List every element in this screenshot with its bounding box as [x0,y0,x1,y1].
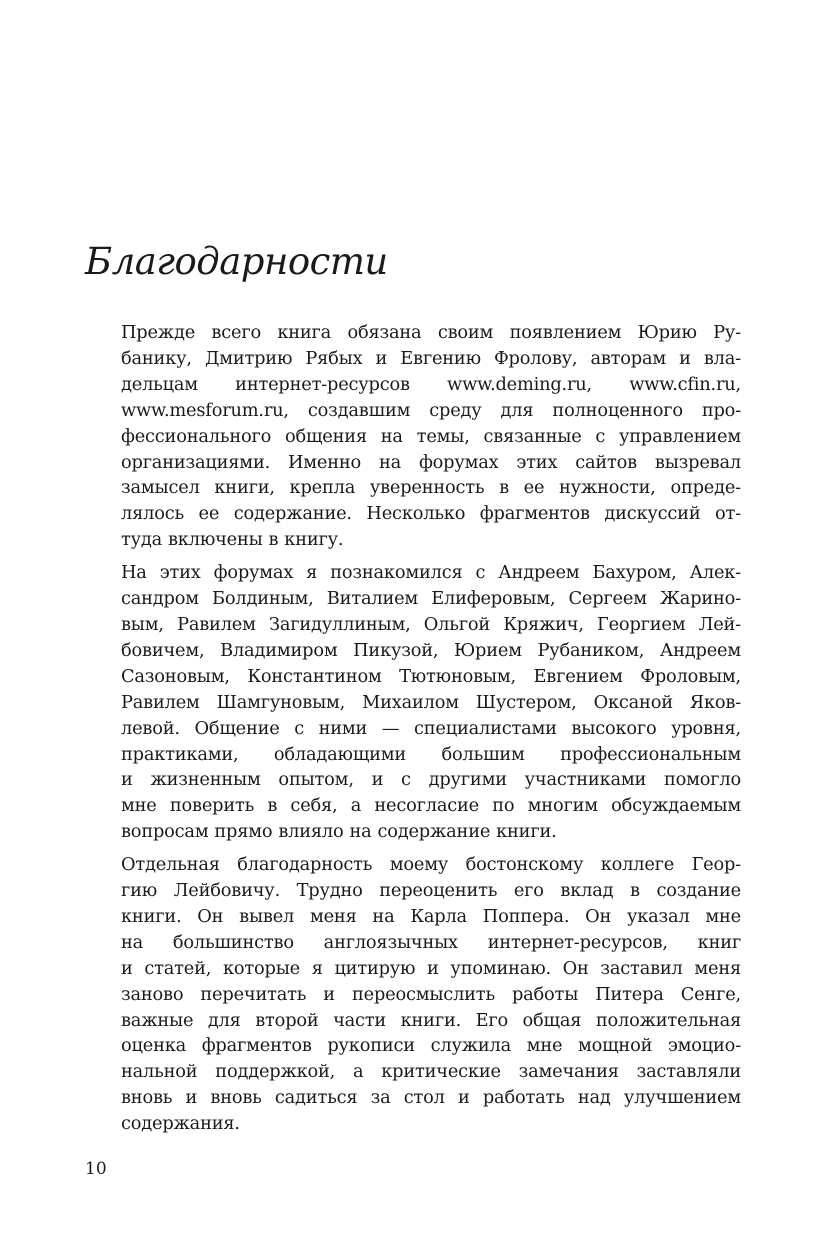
text-line: Равилем Шамгуновым, Михаилом Шустером, Оксаной Яков- [121,691,741,713]
text-line: дельцам интернет-ресурсов www.deming.ru, www.cfin.ru, [121,373,741,395]
text-line: лялось ее содержание. Несколько фрагментов дискуссий от- [121,503,741,525]
text-line: фессионального общения на темы, связанные с управлением [121,425,741,447]
text-line: Прежде всего книга обязана своим появлением Юрию Ру- [121,322,741,343]
text-line: Сазоновым, Константином Тютюновым, Евгением Фроловым, [121,665,741,687]
text-line: вым, Равилем Загидуллиным, Ольгой Кряжич, Георгием Лей- [121,613,741,635]
text-line: На этих форумах я познакомился с Андреем Бахуром, Алек- [121,562,741,584]
text-line: вновь и вновь садиться за стол и работать над улучшением [121,1087,741,1109]
text-line: туда включены в книгу. [121,529,344,551]
text-line: нальной поддержкой, а критические замечания заставляли [121,1061,741,1083]
text-line: важные для второй части книги. Его общая положительная [121,1009,741,1031]
page-title: Благодарности [85,240,388,283]
text-line: замысел книги, крепла уверенность в ее нужности, опреде- [121,477,741,499]
text-line: заново перечитать и переосмыслить работы Питера Сенге, [121,983,741,1005]
page-number: 10 [85,1159,107,1179]
text-line: сандром Болдиным, Виталием Елиферовым, Сергеем Жарино- [121,588,741,610]
text-line: левой. Общение с ними — специалистами высокого уровня, [121,717,741,739]
paragraph [121,560,741,845]
text-line: практиками, обладающими большим профессиональным [121,743,741,765]
text-line: книги. Он вывел меня на Карла Поппера. Он указал мне [121,905,741,927]
text-line: мне поверить в себя, а несогласие по многим обсуждаемым [121,795,741,817]
text-line: www.mesforum.ru, создавшим среду для полноценного про- [121,399,741,421]
text-line: и жизненным опытом, и с другими участниками помогло [121,769,741,791]
text-line: бовичем, Владимиром Пикузой, Юрием Рубаником, Андреем [121,639,741,661]
text-line: Отдельная благодарность моему бостонскому коллеге Геор- [121,854,741,876]
paragraph [121,320,741,553]
text-line: и статей, которые я цитирую и упоминаю. Он заставил меня [121,957,741,979]
text-line: на большинство англоязычных интернет-ресурсов, книг [121,931,741,953]
text-line: организациями. Именно на форумах этих сайтов вызревал [121,451,741,473]
acknowledgements-body [121,320,741,1144]
text-line: банику, Дмитрию Рябых и Евгению Фролову, авторам и вла- [121,347,741,369]
text-line: содержания. [121,1113,240,1135]
text-line: гию Лейбовичу. Трудно переоценить его вклад в создание [121,880,741,902]
text-line: вопросам прямо влияло на содержание книги. [121,821,557,843]
text-line: оценка фрагментов рукописи служила мне мощной эмоцио- [121,1035,741,1057]
paragraph [121,852,741,1137]
